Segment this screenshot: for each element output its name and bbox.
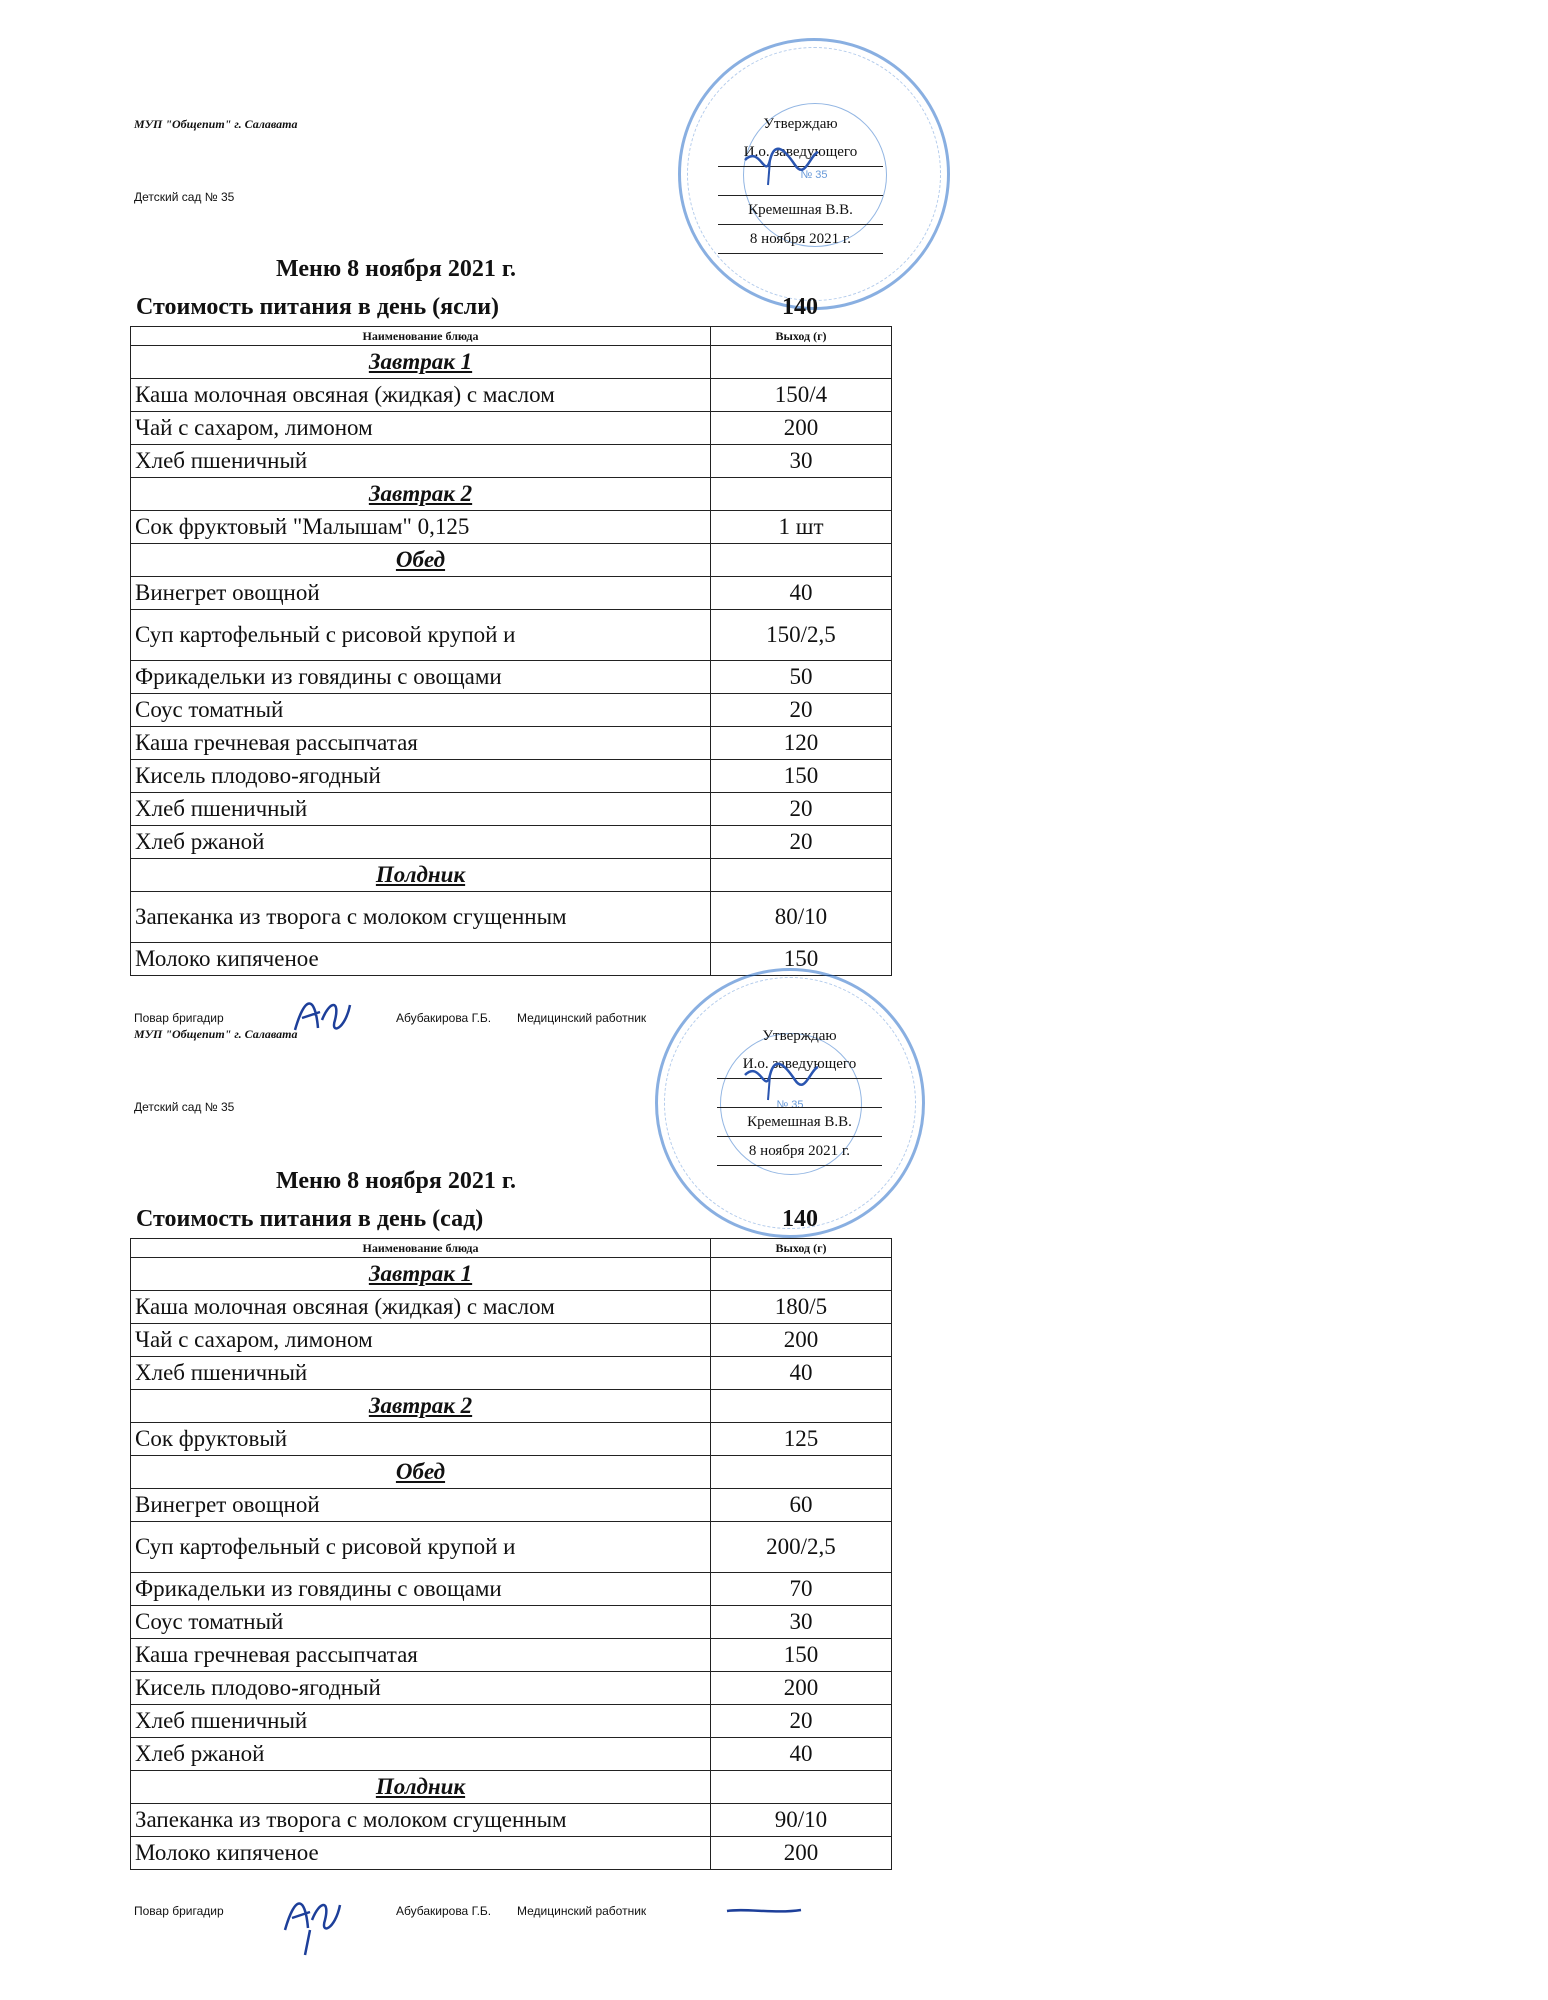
- dish-output: 200/2,5: [711, 1522, 892, 1573]
- dish-name: Кисель плодово-ягодный: [131, 1672, 711, 1705]
- dish-output: 40: [711, 1357, 892, 1390]
- dish-output: 180/5: [711, 1291, 892, 1324]
- cost-label: Стоимость питания в день (сад): [136, 1206, 484, 1232]
- dish-output: 200: [711, 1324, 892, 1357]
- section-row: [131, 1771, 892, 1804]
- section-row: [131, 1456, 892, 1489]
- section-empty-cell: [711, 1771, 892, 1804]
- dish-output: 125: [711, 1423, 892, 1456]
- dish-output: 150: [711, 943, 892, 976]
- section-name: Завтрак 1: [131, 1258, 711, 1291]
- dish-output: 60: [711, 1489, 892, 1522]
- table-header-row: [131, 327, 892, 346]
- dish-name: Каша гречневая рассыпчатая: [131, 1639, 711, 1672]
- section-name: Обед: [131, 1456, 711, 1489]
- table-row: [131, 1639, 892, 1672]
- dish-name: Запеканка из творога с молоком сгущенным: [131, 892, 711, 943]
- table-row: [131, 1423, 892, 1456]
- dish-name: Хлеб пшеничный: [131, 1705, 711, 1738]
- dish-output: 200: [711, 412, 892, 445]
- dish-name: Фрикадельки из говядины с овощами: [131, 661, 711, 694]
- column-header-dish: Наименование блюда: [131, 1239, 711, 1258]
- dish-name: Винегрет овощной: [131, 577, 711, 610]
- dish-name: Кисель плодово-ягодный: [131, 760, 711, 793]
- director-signature: [740, 140, 820, 190]
- footer-medic-label: Медицинский работник: [517, 1011, 647, 1025]
- menu-title: Меню 8 ноября 2021 г.: [276, 1168, 517, 1194]
- dish-name: Молоко кипяченое: [131, 1837, 711, 1870]
- approve-position: И.о. заведующего: [718, 138, 883, 167]
- approve-label: Утверждаю: [763, 116, 838, 132]
- dish-output: 20: [711, 1705, 892, 1738]
- footer-medic-label: Медицинский работник: [517, 1904, 647, 1918]
- dish-output: 150: [711, 760, 892, 793]
- dish-name: Фрикадельки из говядины с овощами: [131, 1573, 711, 1606]
- approve-position: И.о. заведующего: [717, 1050, 882, 1079]
- table-row: [131, 511, 892, 544]
- menu-title: Меню 8 ноября 2021 г.: [276, 256, 517, 282]
- table-row: [131, 1522, 892, 1573]
- dish-output: 150: [711, 1639, 892, 1672]
- dish-output: 150/4: [711, 379, 892, 412]
- cost-label: Стоимость питания в день (ясли): [136, 294, 500, 320]
- org-name: МУП "Общепит" г. Салавата: [134, 1027, 298, 1041]
- dish-output: 200: [711, 1672, 892, 1705]
- menu-table: [130, 326, 892, 976]
- section-row: [131, 478, 892, 511]
- section-name: Завтрак 2: [131, 478, 711, 511]
- table-row: [131, 793, 892, 826]
- table-row: [131, 1606, 892, 1639]
- section-empty-cell: [711, 1390, 892, 1423]
- table-row: [131, 445, 892, 478]
- dish-name: Молоко кипяченое: [131, 943, 711, 976]
- table-row: [131, 760, 892, 793]
- dish-name: Запеканка из творога с молоком сгущенным: [131, 1804, 711, 1837]
- footer-cook-label: Повар бригадир: [134, 1011, 224, 1025]
- dish-output: 40: [711, 1738, 892, 1771]
- section-row: [131, 346, 892, 379]
- approve-label: Утверждаю: [762, 1028, 837, 1044]
- section-name: Обед: [131, 544, 711, 577]
- dish-name: Хлеб пшеничный: [131, 793, 711, 826]
- section-name: Полдник: [131, 1771, 711, 1804]
- dish-name: Сок фруктовый "Малышам" 0,125: [131, 511, 711, 544]
- table-row: [131, 826, 892, 859]
- cost-value: 140: [782, 294, 818, 320]
- section-empty-cell: [711, 1258, 892, 1291]
- table-row: [131, 1573, 892, 1606]
- dish-output: 70: [711, 1573, 892, 1606]
- dish-output: 120: [711, 727, 892, 760]
- dish-output: 30: [711, 445, 892, 478]
- dish-output: 90/10: [711, 1804, 892, 1837]
- column-header-output: Выход (г): [711, 1239, 892, 1258]
- dish-name: Хлеб ржаной: [131, 826, 711, 859]
- dish-output: 1 шт: [711, 511, 892, 544]
- dish-output: 20: [711, 826, 892, 859]
- dish-name: Каша гречневая рассыпчатая: [131, 727, 711, 760]
- table-row: [131, 610, 892, 661]
- dish-name: Сок фруктовый: [131, 1423, 711, 1456]
- kindergarten-name: Детский сад № 35: [134, 190, 235, 204]
- approve-date: 8 ноября 2021 г.: [718, 225, 883, 254]
- dish-output: 30: [711, 1606, 892, 1639]
- approve-date: 8 ноября 2021 г.: [717, 1137, 882, 1166]
- section-empty-cell: [711, 859, 892, 892]
- section-row: [131, 1258, 892, 1291]
- dish-name: Соус томатный: [131, 694, 711, 727]
- table-row: [131, 1804, 892, 1837]
- section-empty-cell: [711, 346, 892, 379]
- medic-signature-line: [725, 1906, 803, 1916]
- dish-output: 40: [711, 577, 892, 610]
- table-row: [131, 1291, 892, 1324]
- section-name: Завтрак 2: [131, 1390, 711, 1423]
- director-signature: [740, 1055, 820, 1105]
- dish-output: 200: [711, 1837, 892, 1870]
- table-row: [131, 412, 892, 445]
- table-row: [131, 577, 892, 610]
- footer-cook-label: Повар бригадир: [134, 1904, 224, 1918]
- section-row: [131, 859, 892, 892]
- table-row: [131, 661, 892, 694]
- dish-name: Хлеб ржаной: [131, 1738, 711, 1771]
- cost-value: 140: [782, 1206, 818, 1232]
- footer-cook-name: Абубакирова Г.Б.: [396, 1011, 492, 1025]
- org-name: МУП "Общепит" г. Салавата: [134, 117, 298, 131]
- column-header-dish: Наименование блюда: [131, 327, 711, 346]
- footer-cook-name: Абубакирова Г.Б.: [396, 1904, 492, 1918]
- dish-output: 20: [711, 694, 892, 727]
- dish-name: Винегрет овощной: [131, 1489, 711, 1522]
- cook-signature: [290, 990, 360, 1040]
- column-header-output: Выход (г): [711, 327, 892, 346]
- dish-name: Чай с сахаром, лимоном: [131, 1324, 711, 1357]
- dish-name: Каша молочная овсяная (жидкая) с маслом: [131, 379, 711, 412]
- dish-output: 80/10: [711, 892, 892, 943]
- section-row: [131, 544, 892, 577]
- table-row: [131, 1837, 892, 1870]
- section-empty-cell: [711, 1456, 892, 1489]
- section-row: [131, 1390, 892, 1423]
- table-row: [131, 892, 892, 943]
- table-row: [131, 694, 892, 727]
- dish-name: Каша молочная овсяная (жидкая) с маслом: [131, 1291, 711, 1324]
- approve-name: Кремешная В.В.: [717, 1108, 882, 1137]
- table-row: [131, 379, 892, 412]
- menu-table: [130, 1238, 892, 1870]
- kindergarten-name: Детский сад № 35: [134, 1100, 235, 1114]
- dish-name: Суп картофельный с рисовой крупой и: [131, 610, 711, 661]
- stamp-number: № 35: [776, 1099, 804, 1111]
- stamp-number: № 35: [800, 169, 828, 181]
- cook-signature: [280, 1890, 350, 1960]
- dish-name: Суп картофельный с рисовой крупой и: [131, 1522, 711, 1573]
- table-row: [131, 1489, 892, 1522]
- dish-output: 50: [711, 661, 892, 694]
- section-empty-cell: [711, 544, 892, 577]
- table-row: [131, 727, 892, 760]
- table-row: [131, 1324, 892, 1357]
- section-name: Полдник: [131, 859, 711, 892]
- table-row: [131, 1357, 892, 1390]
- approve-name: Кремешная В.В.: [718, 196, 883, 225]
- table-header-row: [131, 1239, 892, 1258]
- dish-name: Соус томатный: [131, 1606, 711, 1639]
- dish-name: Чай с сахаром, лимоном: [131, 412, 711, 445]
- dish-output: 20: [711, 793, 892, 826]
- dish-output: 150/2,5: [711, 610, 892, 661]
- table-row: [131, 1738, 892, 1771]
- dish-name: Хлеб пшеничный: [131, 1357, 711, 1390]
- table-row: [131, 1672, 892, 1705]
- section-name: Завтрак 1: [131, 346, 711, 379]
- dish-name: Хлеб пшеничный: [131, 445, 711, 478]
- section-empty-cell: [711, 478, 892, 511]
- table-row: [131, 1705, 892, 1738]
